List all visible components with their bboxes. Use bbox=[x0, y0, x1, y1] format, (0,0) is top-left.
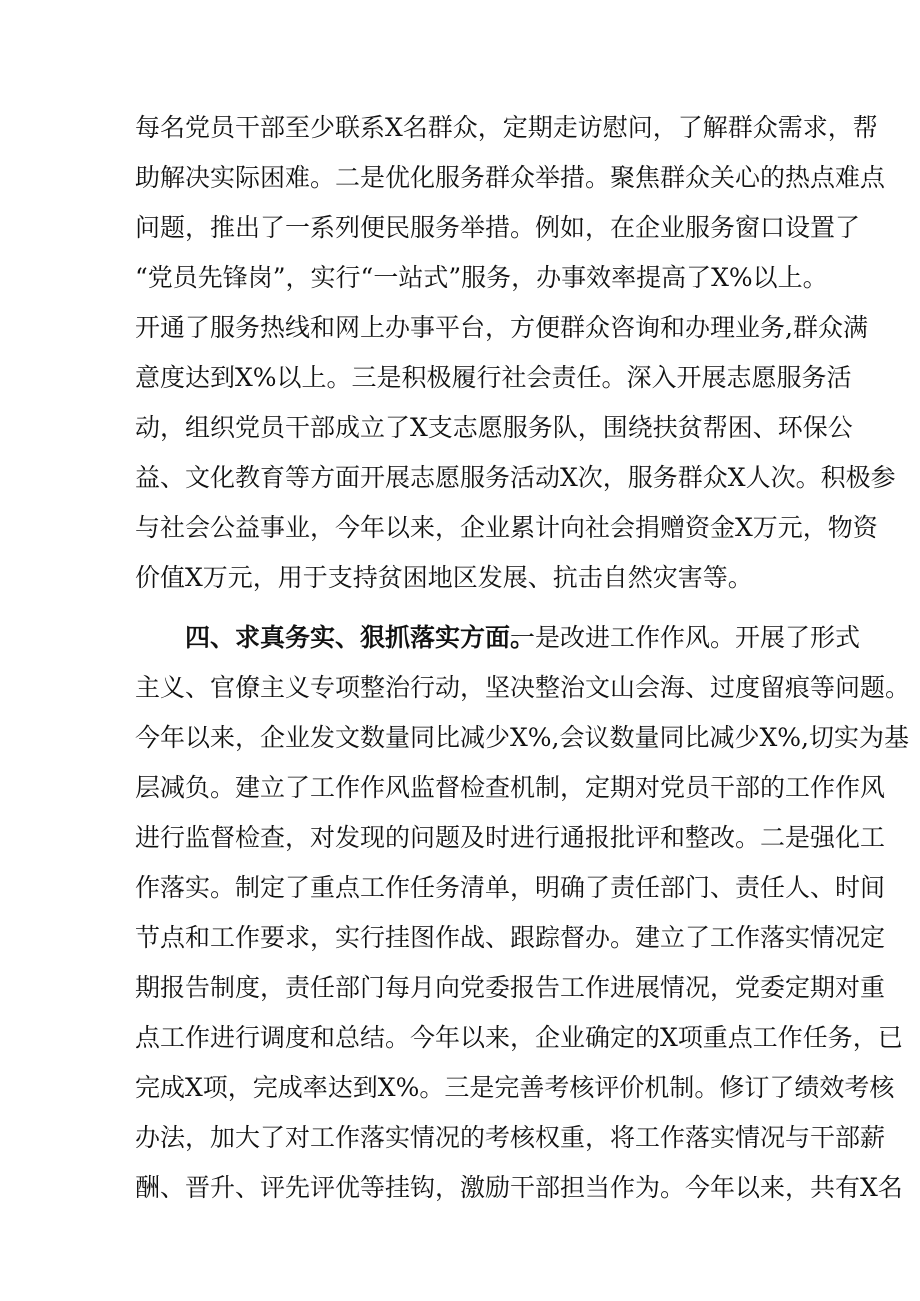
text-line-content: 益、文化教育等方面开展志愿服务活动X次，服务群众X人次。积极参 bbox=[135, 463, 896, 492]
text-line-content: 作落实。制定了重点工作任务清单，明确了责任部门、责任人、时间 bbox=[135, 873, 886, 902]
text-line-content: 节点和工作要求，实行挂图作战、跟踪督办。建立了工作落实情况定 bbox=[135, 923, 886, 952]
text-line bbox=[0, 108, 920, 148]
text-line-content: 期报告制度，责任部门每月向党委报告工作进展情况，党委定期对重 bbox=[135, 973, 886, 1002]
text-line bbox=[0, 208, 920, 248]
text-line-content: 今年以来，企业发文数量同比减少X%,会议数量同比减少X%,切实为基 bbox=[135, 723, 910, 752]
text-line bbox=[0, 718, 920, 758]
text-line bbox=[0, 868, 920, 908]
text-line-content: 一是改进工作作风。开展了形式 bbox=[510, 623, 861, 652]
text-line bbox=[0, 558, 920, 598]
text-line-content: 办法，加大了对工作落实情况的考核权重，将工作落实情况与干部薪 bbox=[135, 1123, 886, 1152]
text-line bbox=[0, 1068, 920, 1108]
text-line bbox=[0, 968, 920, 1008]
text-line-content: 开通了服务热线和网上办事平台，方便群众咨询和办理业务,群众满 bbox=[135, 313, 868, 342]
text-line-content: 问题，推出了一系列便民服务举措。例如，在企业服务窗口设置了 bbox=[135, 213, 861, 242]
text-line bbox=[0, 918, 920, 958]
text-line bbox=[0, 818, 920, 858]
text-line-content: 层减负。建立了工作作风监督检查机制，定期对党员干部的工作作风 bbox=[135, 773, 886, 802]
section-heading: 四、求真务实、狠抓落实方面。 bbox=[185, 623, 536, 652]
text-line-content: 完成X项，完成率达到X%。三是完善考核评价机制。修订了绩效考核 bbox=[135, 1073, 895, 1102]
text-line-content: 意度达到X%以上。三是积极履行社会责任。深入开展志愿服务活 bbox=[135, 363, 852, 392]
text-line bbox=[0, 618, 920, 658]
text-line-content: 每名党员干部至少联系X名群众，定期走访慰问，了解群众需求，帮 bbox=[135, 113, 878, 142]
text-line-content: 酬、晋升、评先评优等挂钩，激励干部担当作为。今年以来，共有X名 bbox=[135, 1173, 903, 1202]
text-line bbox=[0, 508, 920, 548]
text-line-content: 点工作进行调度和总结。今年以来，企业确定的X项重点工作任务，已 bbox=[135, 1023, 903, 1052]
text-line bbox=[0, 458, 920, 498]
text-line bbox=[0, 308, 920, 348]
text-line bbox=[0, 768, 920, 808]
text-line-content: 助解决实际困难。二是优化服务群众举措。聚焦群众关心的热点难点 bbox=[135, 163, 886, 192]
text-line-content: 与社会公益事业，今年以来，企业累计向社会捐赠资金X万元，物资 bbox=[135, 513, 878, 542]
text-line-content: “党员先锋岗”，实行“一站式”服务，办事效率提高了X%以上。 bbox=[135, 263, 828, 292]
text-line-content: 动，组织党员干部成立了X支志愿服务队，围绕扶贫帮困、环保公 bbox=[135, 413, 853, 442]
text-line-content: 进行监督检查，对发现的问题及时进行通报批评和整改。二是强化工 bbox=[135, 823, 886, 852]
text-line bbox=[0, 158, 920, 198]
text-line bbox=[0, 668, 920, 708]
text-line bbox=[0, 1018, 920, 1058]
text-line bbox=[0, 408, 920, 448]
text-line bbox=[0, 358, 920, 398]
text-line bbox=[0, 258, 920, 298]
text-line-content: 价值X万元，用于支持贫困地区发展、抗击自然灾害等。 bbox=[135, 563, 753, 592]
text-line-content: 主义、官僚主义专项整治行动，坚决整治文山会海、过度留痕等问题。 bbox=[135, 673, 911, 702]
text-line bbox=[0, 1118, 920, 1158]
text-line bbox=[0, 1168, 920, 1208]
